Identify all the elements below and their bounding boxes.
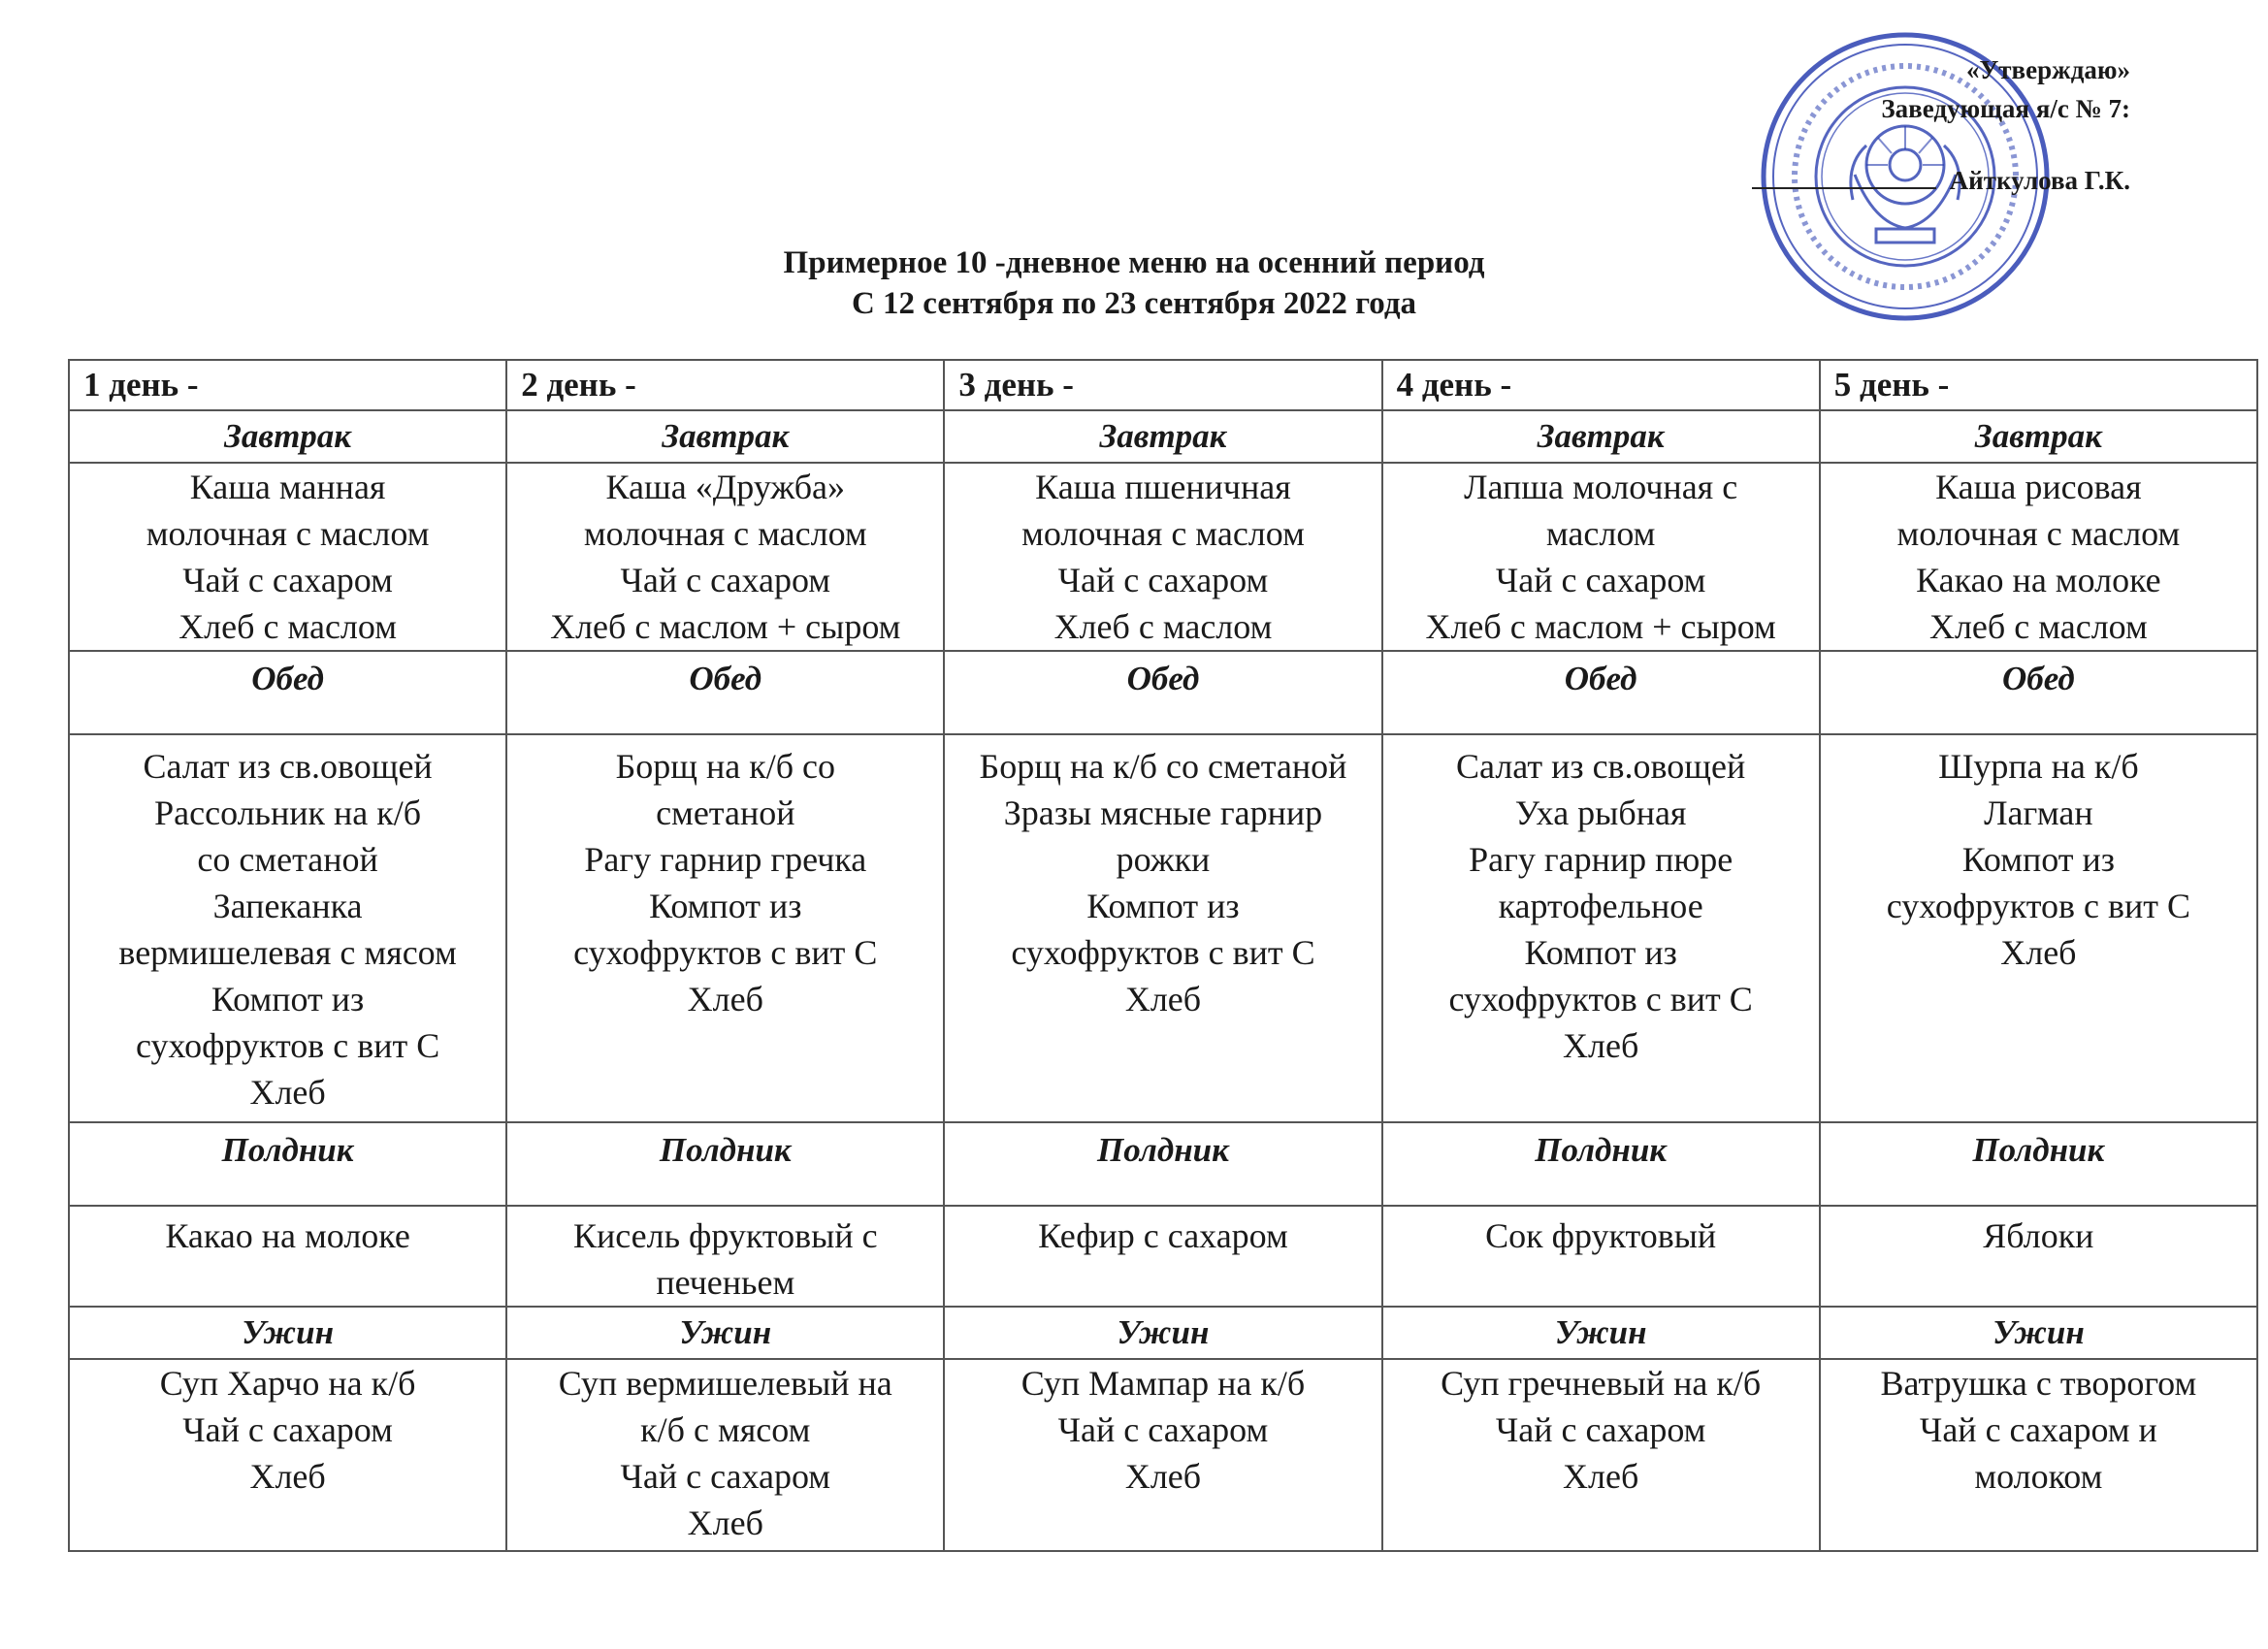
day-label: 3 день - (944, 360, 1381, 410)
approval-position: Заведующая я/с № 7: (1881, 94, 2130, 123)
day-header-row (69, 360, 2257, 410)
meal-title: Обед (944, 651, 1381, 734)
meal-title: Завтрак (944, 410, 1381, 463)
meal-title: Завтрак (1820, 410, 2257, 463)
menu-table (68, 359, 2258, 1552)
snack-items: Какао на молоке (69, 1206, 506, 1307)
lunch-items: Борщ на к/б со сметаной Рагу гарнир гречка Компот из сухофруктов с вит С Хлеб (506, 734, 944, 1122)
meal-title: Завтрак (506, 410, 944, 463)
lunch-items: Борщ на к/б со сметаной Зразы мясные гарнир рожки Компот из сухофруктов с вит С Хлеб (944, 734, 1381, 1122)
meal-title: Ужин (1382, 1307, 1820, 1359)
breakfast-items-row (69, 463, 2257, 651)
snack-items: Яблоки (1820, 1206, 2257, 1307)
meal-title: Завтрак (69, 410, 506, 463)
dinner-items: Суп вермишелевый на к/б с мясом Чай с сахаром Хлеб (506, 1359, 944, 1551)
meal-title: Ужин (69, 1307, 506, 1359)
lunch-header-row (69, 651, 2257, 734)
meal-title: Полдник (69, 1122, 506, 1206)
breakfast-items: Каша пшеничная молочная с маслом Чай с сахаром Хлеб с маслом (944, 463, 1381, 651)
signature-row (1752, 161, 2130, 200)
meal-title: Полдник (944, 1122, 1381, 1206)
meal-title: Завтрак (1382, 410, 1820, 463)
meal-title: Обед (1820, 651, 2257, 734)
dinner-items: Ватрушка с творогом Чай с сахаром и молоком (1820, 1359, 2257, 1551)
day-label: 4 день - (1382, 360, 1820, 410)
meal-title: Полдник (1820, 1122, 2257, 1206)
day-label: 2 день - (506, 360, 944, 410)
day-label: 1 день - (69, 360, 506, 410)
meal-title: Обед (1382, 651, 1820, 734)
meal-title: Обед (506, 651, 944, 734)
signatory-name: Айткулова Г.К. (1949, 166, 2130, 195)
snack-items: Сок фруктовый (1382, 1206, 1820, 1307)
approval-block (1752, 50, 2130, 200)
meal-title: Ужин (1820, 1307, 2257, 1359)
meal-title: Полдник (1382, 1122, 1820, 1206)
meal-title: Полдник (506, 1122, 944, 1206)
title-line-1: Примерное 10 -дневное меню на осенний период (783, 245, 1485, 280)
day-label: 5 день - (1820, 360, 2257, 410)
dinner-items: Суп гречневый на к/б Чай с сахаром Хлеб (1382, 1359, 1820, 1551)
meal-title: Ужин (506, 1307, 944, 1359)
breakfast-header-row (69, 410, 2257, 463)
approval-heading: «Утверждаю» (1965, 55, 2130, 84)
breakfast-items: Каша «Дружба» молочная с маслом Чай с сахаром Хлеб с маслом + сыром (506, 463, 944, 651)
document-title (0, 242, 2268, 324)
dinner-header-row (69, 1307, 2257, 1359)
dinner-items: Суп Мампар на к/б Чай с сахаром Хлеб (944, 1359, 1381, 1551)
breakfast-items: Каша манная молочная с маслом Чай с сахаром Хлеб с маслом (69, 463, 506, 651)
lunch-items-row (69, 734, 2257, 1122)
snack-items: Кефир с сахаром (944, 1206, 1381, 1307)
breakfast-items: Каша рисовая молочная с маслом Какао на молоке Хлеб с маслом (1820, 463, 2257, 651)
title-line-2: С 12 сентября по 23 сентября 2022 года (851, 286, 1417, 321)
lunch-items: Салат из св.овощей Уха рыбная Рагу гарнир пюре картофельное Компот из сухофруктов с вит С Хлеб (1382, 734, 1820, 1122)
snack-header-row (69, 1122, 2257, 1206)
dinner-items: Суп Харчо на к/б Чай с сахаром Хлеб (69, 1359, 506, 1551)
meal-title: Обед (69, 651, 506, 734)
dinner-items-row (69, 1359, 2257, 1551)
meal-title: Ужин (944, 1307, 1381, 1359)
lunch-items: Шурпа на к/б Лагман Компот из сухофруктов с вит С Хлеб (1820, 734, 2257, 1122)
snack-items: Кисель фруктовый с печеньем (506, 1206, 944, 1307)
snack-items-row (69, 1206, 2257, 1307)
signature-line (1752, 166, 1936, 189)
breakfast-items: Лапша молочная с маслом Чай с сахаром Хлеб с маслом + сыром (1382, 463, 1820, 651)
lunch-items: Салат из св.овощей Рассольник на к/б со сметаной Запеканка вермишелевая с мясом Компот из сухофруктов с вит С Хлеб (69, 734, 506, 1122)
